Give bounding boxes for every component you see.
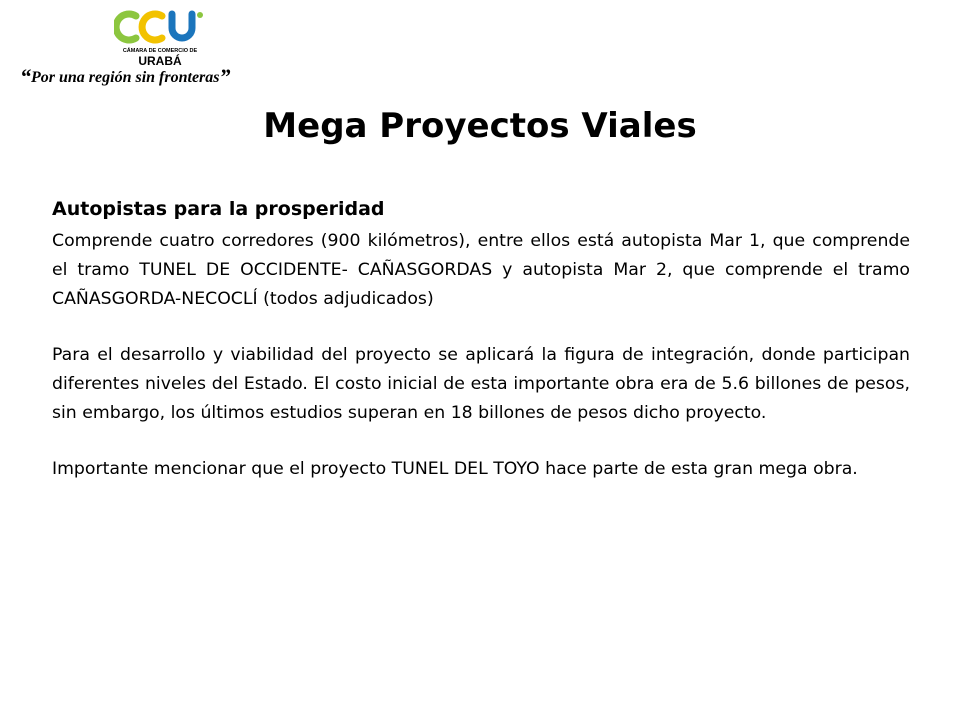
tagline-open-quote: “	[20, 64, 31, 89]
content-body	[52, 193, 910, 511]
chamber-logo	[114, 10, 206, 70]
paragraph-financing: Para el desarrollo y viabilidad del proyecto se aplicará la figura de integración, donde participan diferentes niveles del Estado. El costo inicial de esta importante obra era de 5.6 billones de pesos, sin embargo, los últimos estudios superan en 18 billones de pesos dicho proyecto.	[52, 345, 910, 423]
tagline-close-quote: ”	[219, 64, 231, 89]
chamber-logo-graphic	[114, 10, 206, 70]
section-subtitle: Autopistas para la prosperidad	[52, 198, 385, 220]
paragraph-tunel-toyo: Importante mencionar que el proyecto TUNEL DEL TOYO hace parte de esta gran mega obra.	[52, 459, 858, 479]
tagline	[20, 64, 310, 90]
paragraph-corridors: Comprende cuatro corredores (900 kilómetros), entre ellos está autopista Mar 1, que comprende el tramo TUNEL DE OCCIDENTE- CAÑASGORDAS y autopista Mar 2, que comprende el tramo CAÑASGORDA-NECOCLÍ (todos adjudicados)	[52, 231, 910, 309]
tagline-text: Por una región sin fronteras	[31, 69, 220, 86]
page-title: Mega Proyectos Viales	[263, 106, 697, 146]
logo-line2: URABÁ	[138, 54, 182, 68]
logo-line1: CÁMARA DE COMERCIO DE	[122, 48, 198, 54]
